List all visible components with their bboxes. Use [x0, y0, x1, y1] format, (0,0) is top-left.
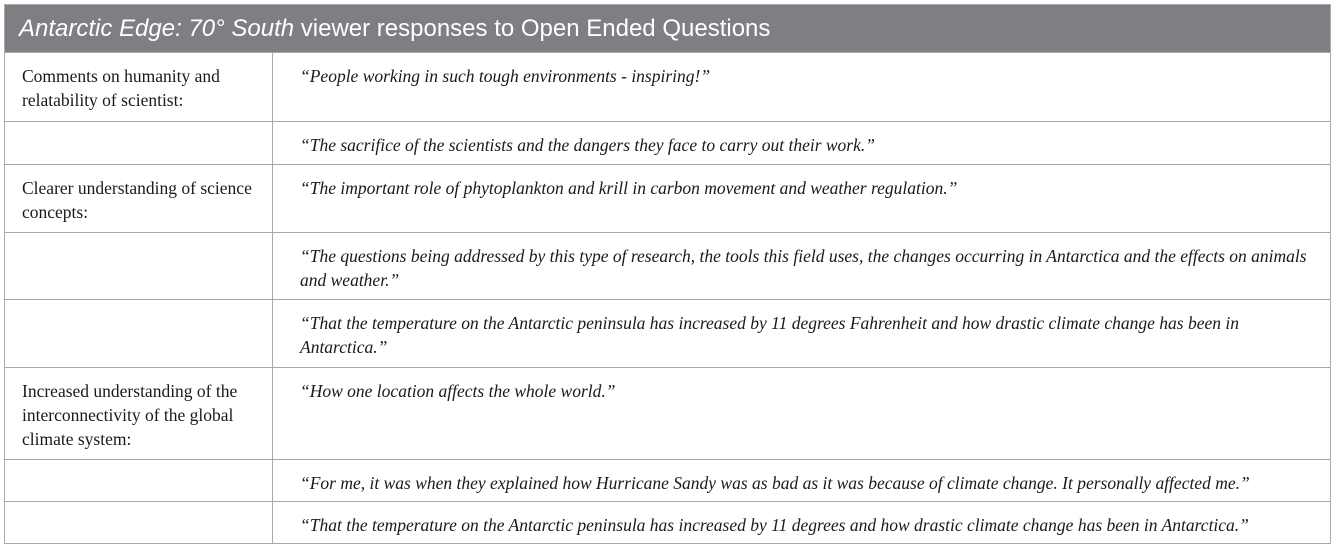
table-row — [5, 367, 1330, 459]
table-title-italic: Antarctic Edge: 70° South — [19, 15, 295, 42]
table-row — [5, 121, 1330, 164]
table-row — [5, 501, 1330, 543]
category-cell — [5, 502, 273, 543]
table-title-rest: viewer responses to Open Ended Questions — [294, 15, 771, 42]
category-cell — [5, 233, 273, 299]
table-row — [5, 164, 1330, 232]
response-cell: “How one location affects the whole world.” — [300, 381, 616, 401]
category-cell: Increased understanding of the interconnectivity of the global climate system: — [5, 368, 273, 459]
response-cell: “People working in such tough environments - inspiring!” — [300, 66, 711, 86]
table-row — [5, 299, 1330, 367]
response-cell: “That the temperature on the Antarctic peninsula has increased by 11 degrees and how drastic climate change has been in Antarctica.” — [300, 515, 1249, 535]
response-cell: “That the temperature on the Antarctic peninsula has increased by 11 degrees Fahrenheit and how drastic climate change has been in Antarctica.” — [300, 313, 1240, 357]
table-row — [5, 52, 1330, 121]
response-cell: “The sacrifice of the scientists and the dangers they face to carry out their work.” — [300, 135, 875, 155]
category-cell — [5, 460, 273, 501]
category-cell — [5, 122, 273, 164]
category-cell: Clearer understanding of science concepts: — [5, 165, 273, 232]
response-cell: “The questions being addressed by this type of research, the tools this field uses, the changes occurring in Antarctica and the effects on animals and weather.” — [300, 246, 1307, 290]
table-row — [5, 459, 1330, 501]
category-cell: Comments on humanity and relatability of scientist: — [5, 53, 273, 121]
table-title — [5, 5, 1330, 52]
response-cell: “The important role of phytoplankton and krill in carbon movement and weather regulation.” — [300, 178, 958, 198]
table-row — [5, 232, 1330, 299]
response-cell: “For me, it was when they explained how Hurricane Sandy was as bad as it was because of climate change. It personally affected me.” — [300, 473, 1250, 493]
responses-table — [4, 4, 1331, 544]
category-cell — [5, 300, 273, 367]
